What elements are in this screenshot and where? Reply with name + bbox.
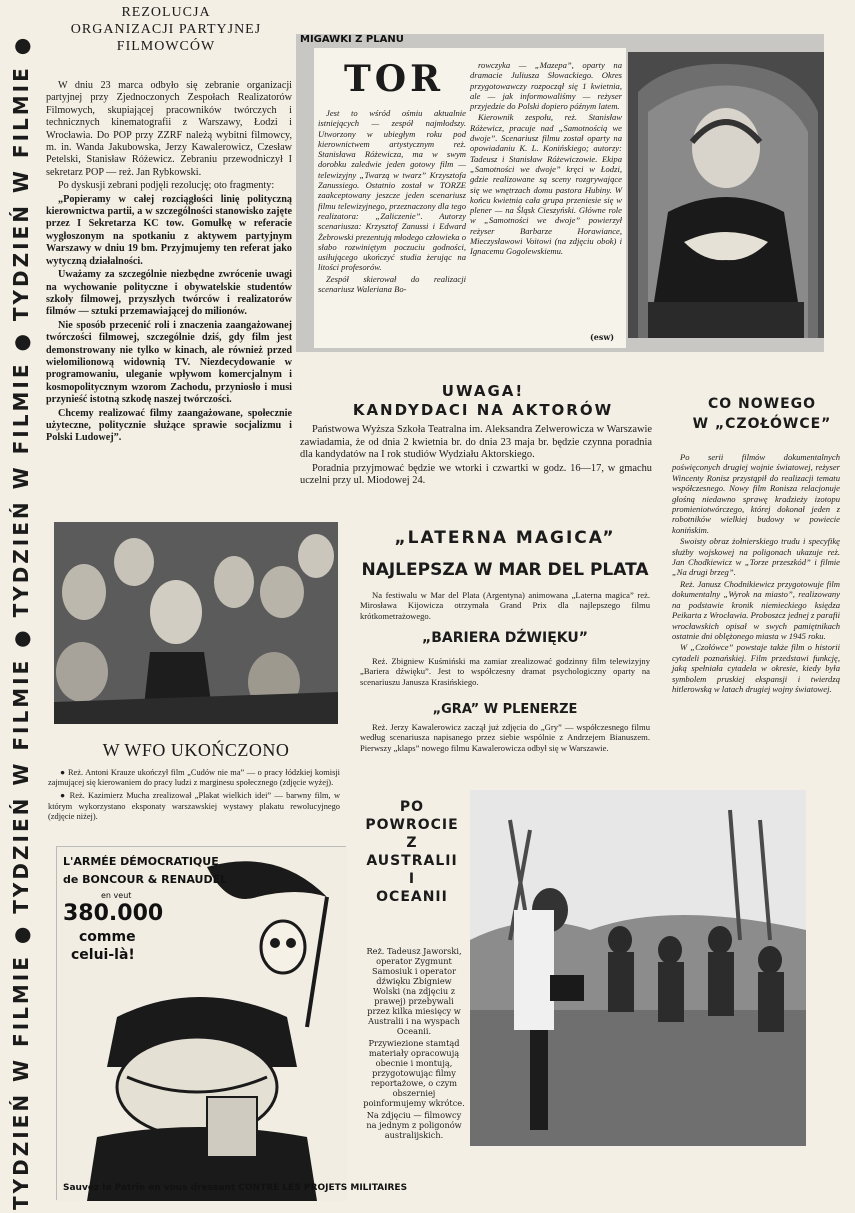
tor-column-1 xyxy=(318,108,466,295)
poster-line: en veut xyxy=(101,891,132,900)
tor-paragraph: Kierownik zespołu, reż. Stanisław Różewicz, pracuje nad „Samotnością we dwoje”. Scenariusz filmu został oparty na opowiadaniu K. L. Konińskiego; autorzy: Tadeusz i Stanisław Różewiczowie. Ekipa „Samotności we dwoje” kręci w Łodzi, gdzie realizowane są sceny rozgrywające się we wnętrzach domu pastora Hubiny. W końcu kwietnia cała grupa przeniesie się w plener — na Śląsk Cieszyński. Główne role w „Samotności we dwoje” powierzył reżyser Barbarze Horawiance, Mieczysławowi Voitowi (na zdjęciu obok) i Ignacemu Gogolewskiemu. xyxy=(470,112,622,257)
tor-column-2 xyxy=(470,60,622,258)
poster-line: L'ARMÉE DÉMOCRATIQUE xyxy=(63,855,219,868)
gra-title: „GRA” W PLENERZE xyxy=(432,702,578,717)
rezolucja-paragraph: Po dyskusji zebrani podjęli rezolucję; oto fragmenty: xyxy=(58,180,275,192)
wfo-title: W WFO UKOŃCZONO xyxy=(102,740,290,760)
rezolucja-title xyxy=(46,4,286,55)
popowrocie-paragraph: Przywiezione stamtąd materiały opracowują obecnie i montują, przygotowując filmy reportażowe, o czym obszerniej poinformujemy wkrótce. xyxy=(363,1038,465,1108)
conowego-paragraph: Po serii filmów dokumentalnych poświęconych drugiej wojnie światowej, reżyser Wincenty Ronisz przystąpił do realizacji tematu współczesnego. Nowy film Ronisza relacjonuje głośną niedawno sprawę kradzieży izotopu promieniotwórczego, której dokonał jeden z robotników wielkiej budowy w powiecie konińskim. xyxy=(672,452,840,535)
popowrocie-body xyxy=(362,946,466,1142)
tor-paragraph: rowczyka — „Mazepa”, oparty na dramacie Juliusza Słowackiego. Okres przygotowawczy rozpoczął się 1 kwietnia, ale — jak informowaliśmy — reżyser przyjedzie do Polski dopiero późnym latem. xyxy=(470,60,622,112)
rezolucja-quote: Uważamy za szczególnie niezbędne zwrócenie uwagi na wychowanie polityczne i obywatelskie studentów szkoły filmowej, przyszłych twórców i realizatorów filmów — sztuki przemawiającej do milionów. xyxy=(46,269,292,318)
gra-paragraph: Reż. Jerzy Kawalerowicz zaczął już zdjęcia do „Gry” — współczesnego filmu według scenariusza napisanego przez siebie wspólnie z Andrzejem Bianuszem. Pierwszy „klaps” nowego filmu Kawalerowicza odbył się w Warszawie. xyxy=(360,722,650,753)
tor-paragraph: Jest to wśród ośmiu aktualnie istniejących — zespół najmłodszy. Utworzony w ubiegłym roku pod kierownictwem artystycznym reż. Stanisława Różewicza, ma w swym dorobku zaledwie jeden gotowy film — telewizyjny „Twarzą w twarz” Krzysztofa Zanussiego. Ostatnio został w TORZE zaakceptowany jeszcze jeden scenariusz filmu telewizyjnego, przeznaczony dla tego realizatora: „Zaliczenie”. Autorzy scenariusza: Krzysztof Zanussi i Edward Żebrowski prezentują młodego człowieka o słabo rozwiniętym poczuciu godności, usiłującego ukończyć studia żerując na litości profesorów. xyxy=(318,108,466,273)
uwaga-title xyxy=(298,382,668,420)
crowd-image xyxy=(54,522,338,724)
bariera-body xyxy=(360,656,650,688)
popowrocie-title-line: I xyxy=(408,871,416,887)
popowrocie-paragraph: Reż. Tadeusz Jaworski, operator Zygmunt Samosiuk i operator dźwięku Zbigniew Wolski (na zdjęciu z prawej) przebywali przez kilka miesięcy w Australii i na wyspach Oceanii. xyxy=(366,946,462,1036)
conowego-paragraph: W „Czołówce” powstaje także film o historii cytadeli poznańskiej. Film przedstawi funkcję, jaką spełniała cytadela w okresie, kiedy była symbolem pruskiej ekspansji i twierdzą hitlerowską w latach drugiej wojny światowej. xyxy=(672,642,840,694)
australia-image xyxy=(470,790,806,1146)
laterna-body xyxy=(360,590,650,622)
popowrocie-title xyxy=(362,798,462,906)
actor-portrait-photo xyxy=(628,52,824,338)
laterna-paragraph: Na festiwalu w Mar del Plata (Argentyna) animowana „Laterna magica” reż. Mirosława Kijowicza otrzymała Grand Prix dla najlepszego filmu krótkometrażowego. xyxy=(360,590,650,621)
bullet-icon: ● xyxy=(60,791,70,801)
wfo-item-text: Reż. Antoni Krauze ukończył film „Cudów nie ma” — o pracy łódzkiej komisji zajmującej się kierowaniem do pracy ludzi z marginesu społecznego (zdjęcie wyżej). xyxy=(48,768,340,788)
uwaga-paragraph: Poradnia przyjmować będzie we wtorki i czwartki w godz. 16—17, w gmachu uczelni przy ul. Miodowej 24. xyxy=(300,462,652,487)
rezolucja-paragraph: W dniu 23 marca odbyło się zebranie organizacji partyjnej przy Zjednoczonych Zespołach Realizatorów Filmowych, skupiającej pracowników twórczych i technicznych kinematografii z Warszawy, Łodzi i Wrocławia. Do POP przy ZZRF należą wybitni filmowcy, m. in. Wanda Jakubowska, Jerzy Kawalerowicz, Czesław Petelski, Stanisław Różewicz. Zebraniu przewodniczył I sekretarz POP — reż. Jan Rybkowski. xyxy=(46,80,292,178)
popowrocie-title-line: OCEANII xyxy=(376,889,448,905)
conowego-paragraph: Swoisty obraz żołnierskiego trudu i specyfikę służby wojskowej na poligonach ukazuje reż. Jan Chodkiewicz w „Torze przeszkód” i filmie „Na drugi brzeg”. xyxy=(672,536,840,578)
uwaga-title-line: KANDYDACI NA AKTORÓW xyxy=(352,401,614,419)
poster-number: 380.000 xyxy=(63,901,164,926)
gra-body xyxy=(360,722,650,754)
popowrocie-title-line: PO xyxy=(399,799,425,815)
banner-text: TYDZIEŃ W FILMIE ● TYDZIEŃ W FILMIE ● TYDZIEŃ W FILMIE ● TYDZIEŃ W FILMIE ● xyxy=(9,34,33,1210)
bariera-paragraph: Reż. Zbigniew Kuśmiński ma zamiar zrealizować godzinny film telewizyjny „Bariera dźwięku”. Jest to współczesny dramat psychologiczny oparty na scenariuszu Janusza Krasińskiego. xyxy=(360,656,650,687)
poster-bottom: Sauvez la Patrie en vous dressant CONTRE LES PROJETS MILITAIRES xyxy=(63,1183,408,1193)
conowego-body xyxy=(672,452,840,695)
bariera-title: „BARIERA DŹWIĘKU” xyxy=(422,630,588,646)
rezolucja-title-line: ORGANIZACJI PARTYJNEJ xyxy=(70,22,262,37)
tor-author: (esw) xyxy=(590,332,615,342)
rezolucja-quote: „Popieramy w całej rozciągłości linię polityczną kierownictwa partii, a w szczególności stanowisko zajęte przez I Sekretarza KC tow. Gomułkę w referacie wygłoszonym na spotkaniu z aktywem partyjnym Warszawy w dniu 19 bm. Przyjmujemy ten referat jako wytyczną działalności. xyxy=(46,193,292,267)
laterna-subtitle: NAJLEPSZA W MAR DEL PLATA xyxy=(361,560,649,580)
poster-line: de BONCOUR & RENAUDEL xyxy=(63,873,228,886)
rezolucja-body xyxy=(46,80,292,446)
popowrocie-paragraph: Na zdjęciu — filmowcy na jednym z poligonów australijskich. xyxy=(366,1110,462,1140)
rezolucja-quote: Nie sposób przecenić roli i znaczenia zaangażowanej twórczości filmowej, szczególnie dziś, gdy film jest demonstrowany nie tylko w kinach, ale również przed wielomilionową widownią TV. Niezdecydowanie w programowaniu, uleganie wpływom komercjalnym i kosmopolitycznym wzorom Zachodu, przyniosło i musi przynieść istotną szkodę naszej twórczości. xyxy=(46,319,292,406)
uwaga-body xyxy=(300,424,652,489)
tor-title: TOR xyxy=(344,58,445,100)
actor-portrait-image xyxy=(628,52,824,338)
revolutionary-poster xyxy=(56,846,408,1200)
popowrocie-title-line: Z xyxy=(406,835,418,851)
rezolucja-title-line: FILMOWCÓW xyxy=(116,39,216,54)
conowego-title xyxy=(688,394,836,434)
poster-line: comme xyxy=(79,929,136,945)
rezolucja-title-line: REZOLUCJA xyxy=(121,5,211,20)
bullet-icon: ● xyxy=(60,768,68,777)
wfo-item xyxy=(48,768,340,788)
rezolucja-quote: Chcemy realizować filmy zaangażowane, społecznie użyteczne, politycznie służące sprawie socjalizmu i Polski Ludowej”. xyxy=(46,407,292,444)
wfo-body xyxy=(48,768,340,825)
tor-paragraph: Zespół skierował do realizacji scenariusz Waleriana Bo- xyxy=(318,273,466,295)
wfo-item-text: Reż. Kazimierz Mucha zrealizował „Plakat wielkich idei” — barwny film, w którym wykorzystano eksponaty warszawskiej wystawy plakatu rewolucyjnego (zdjęcie niżej). xyxy=(48,791,340,821)
conowego-title-line: CO NOWEGO xyxy=(707,396,817,412)
popowrocie-title-line: AUSTRALII xyxy=(366,853,458,869)
popowrocie-title-line: POWROCIE xyxy=(365,817,459,833)
uwaga-paragraph: Państwowa Wyższa Szkoła Teatralna im. Aleksandra Zelwerowicza w Warszawie zawiadamia, że od dnia 2 kwietnia br. do dnia 23 maja br. będzie czynna poradnia dla kandydatów na I rok studiów Wydziału Aktorskiego. xyxy=(300,424,652,461)
section-banner xyxy=(4,30,38,1210)
conowego-title-line: W „CZOŁÓWCE” xyxy=(692,416,832,432)
conowego-paragraph: Reż. Janusz Chodnikiewicz przygotowuje film dokumentalny „Wyrok na miasto”, realizowany na podstawie kronik niemieckiego księdza Peikarta z Wrocławia. Proboszcz jednej z parafii wrocławskich opisał w swych pamiętnikach ostatnie dni oblężonego miasta w 1945 roku. xyxy=(672,578,840,641)
poster-line: celui-là! xyxy=(71,947,135,963)
australia-photo xyxy=(470,790,806,1146)
laterna-title: „LATERNA MAGICA” xyxy=(394,528,616,548)
migawki-label: MIGAWKI Z PLANU xyxy=(300,34,404,45)
uwaga-title-line: UWAGA! xyxy=(441,382,525,400)
crowd-photo xyxy=(54,522,338,724)
wfo-item xyxy=(48,791,340,822)
